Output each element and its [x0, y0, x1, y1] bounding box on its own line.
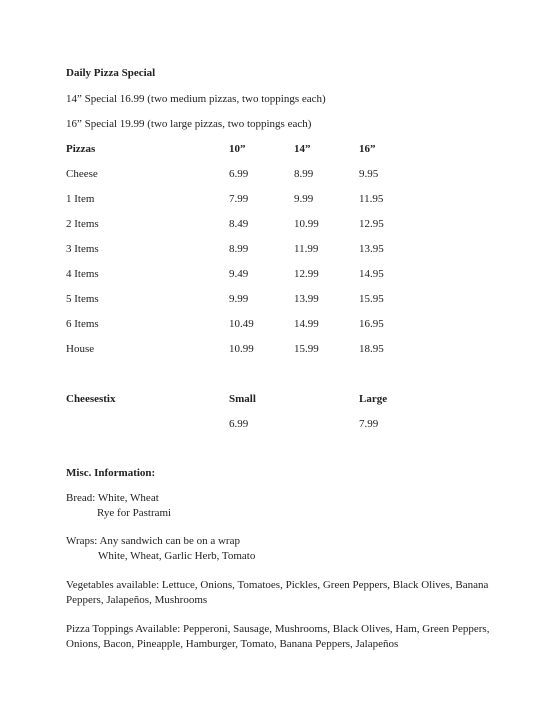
price-14-inch: 11.99: [294, 243, 319, 255]
price-16-inch: 18.95: [359, 343, 384, 355]
wraps-flavors-line: White, Wheat, Garlic Herb, Tomato: [98, 550, 256, 562]
vegetables-line-2: Peppers, Jalapeños, Mushrooms: [66, 594, 208, 606]
row-label: House: [66, 343, 95, 355]
price-16-inch: 13.95: [359, 243, 384, 255]
price-10-inch: 8.99: [229, 243, 249, 255]
cheesestix-small-header: Small: [229, 393, 256, 405]
price-14-inch: 13.99: [294, 293, 319, 305]
cheesestix-title: Cheesestix: [66, 393, 116, 405]
price-16-inch: 12.95: [359, 218, 384, 230]
price-10-inch: 6.99: [229, 168, 249, 180]
special-title: Daily Pizza Special: [66, 67, 156, 79]
bread-line: Bread: White, Wheat: [66, 492, 159, 504]
price-14-inch: 9.99: [294, 193, 314, 205]
row-label: Cheese: [66, 168, 98, 180]
misc-title: Misc. Information:: [66, 467, 156, 479]
header-14-inch: 14”: [294, 143, 311, 155]
price-10-inch: 8.49: [229, 218, 249, 230]
bread-rye-line: Rye for Pastrami: [97, 507, 172, 519]
price-10-inch: 7.99: [229, 193, 249, 205]
toppings-line-1: Pizza Toppings Available: Pepperoni, Sausage, Mushrooms, Black Olives, Ham, Green Peppers,: [66, 623, 490, 635]
vegetables-line-1: Vegetables available: Lettuce, Onions, Tomatoes, Pickles, Green Peppers, Black Olives, Banana: [66, 579, 489, 591]
price-16-inch: 15.95: [359, 293, 384, 305]
price-16-inch: 9.95: [359, 168, 379, 180]
toppings-line-2: Onions, Bacon, Pineapple, Hamburger, Tomato, Banana Peppers, Jalapeños: [66, 638, 399, 650]
price-16-inch: 14.95: [359, 268, 384, 280]
row-label: 3 Items: [66, 243, 99, 255]
price-10-inch: 10.49: [229, 318, 254, 330]
price-10-inch: 10.99: [229, 343, 254, 355]
price-14-inch: 15.99: [294, 343, 319, 355]
price-16-inch: 11.95: [359, 193, 384, 205]
row-label: 5 Items: [66, 293, 99, 305]
price-14-inch: 8.99: [294, 168, 314, 180]
row-label: 6 Items: [66, 318, 99, 330]
wraps-line: Wraps: Any sandwich can be on a wrap: [66, 535, 240, 547]
price-10-inch: 9.99: [229, 293, 249, 305]
row-label: 1 Item: [66, 193, 95, 205]
header-pizzas: Pizzas: [66, 143, 96, 155]
row-label: 4 Items: [66, 268, 99, 280]
special-16-line: 16” Special 19.99 (two large pizzas, two toppings each): [66, 118, 312, 130]
header-16-inch: 16”: [359, 143, 376, 155]
special-14-line: 14” Special 16.99 (two medium pizzas, two toppings each): [66, 93, 326, 105]
price-14-inch: 14.99: [294, 318, 319, 330]
cheesestix-small-price: 6.99: [229, 418, 249, 430]
price-14-inch: 12.99: [294, 268, 319, 280]
price-10-inch: 9.49: [229, 268, 249, 280]
row-label: 2 Items: [66, 218, 99, 230]
cheesestix-large-header: Large: [359, 393, 388, 405]
price-14-inch: 10.99: [294, 218, 319, 230]
header-10-inch: 10”: [229, 143, 246, 155]
price-16-inch: 16.95: [359, 318, 384, 330]
cheesestix-large-price: 7.99: [359, 418, 379, 430]
